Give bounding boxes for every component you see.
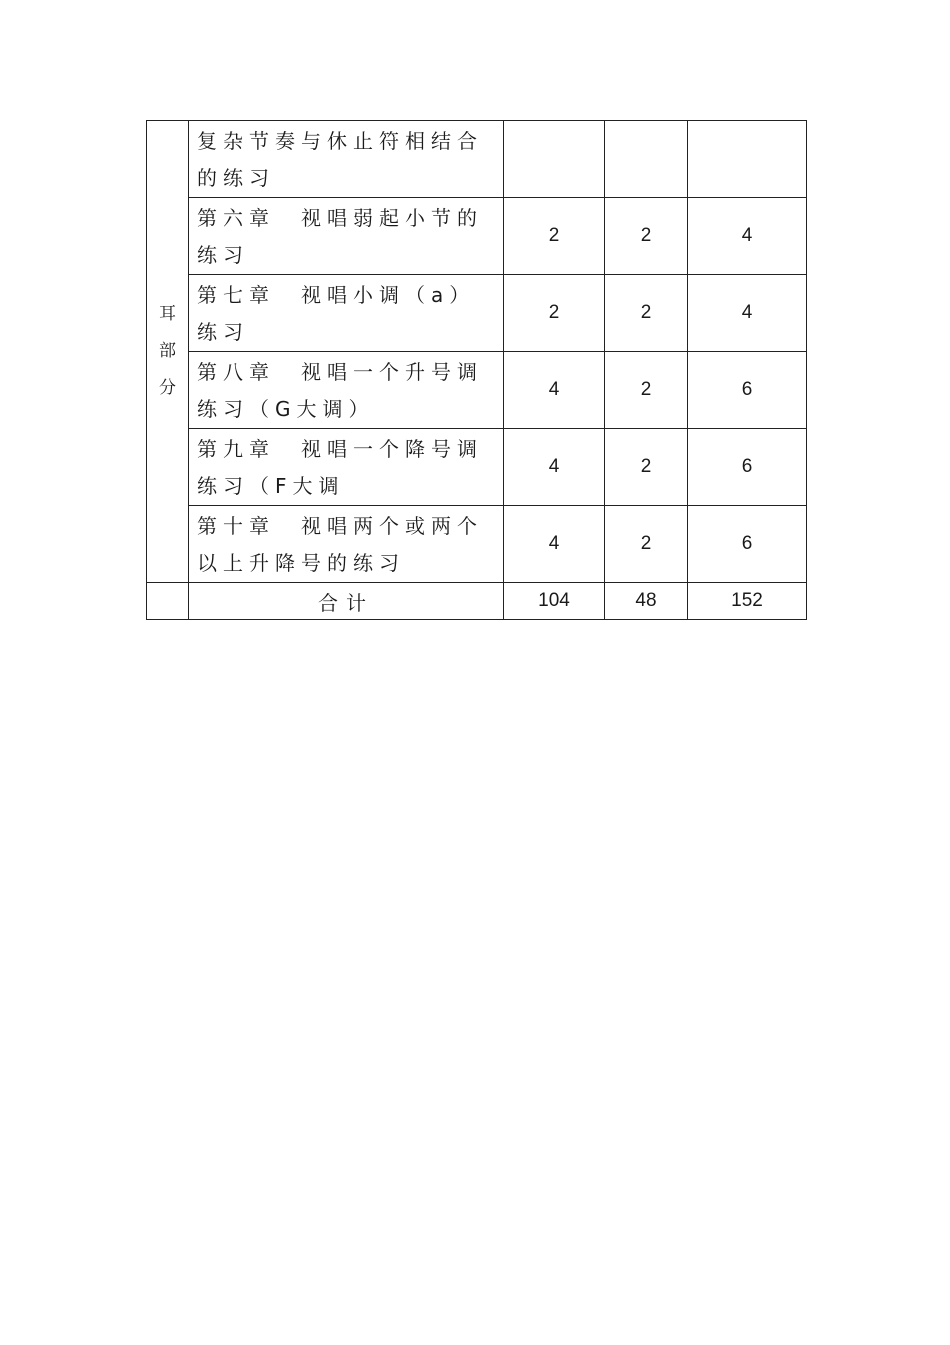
total-hours: 4: [688, 275, 807, 352]
table-row: [147, 506, 807, 583]
total-hours: 6: [688, 352, 807, 429]
table-row: [147, 429, 807, 506]
totals-practice-hours: 48: [605, 583, 688, 620]
total-hours: [688, 121, 807, 198]
practice-hours: [605, 121, 688, 198]
lecture-hours: [504, 121, 605, 198]
section-label-char: 耳: [159, 304, 176, 324]
practice-hours: 2: [605, 275, 688, 352]
chapter-title: 第九章 视唱一个降号调练习（F大调: [189, 429, 504, 506]
practice-hours: 2: [605, 198, 688, 275]
table-row: [147, 121, 807, 198]
chapter-title: 第七章 视唱小调（a）练习: [189, 275, 504, 352]
lecture-hours: 2: [504, 275, 605, 352]
chapter-title: 第十章 视唱两个或两个以上升降号的练习: [189, 506, 504, 583]
practice-hours: 2: [605, 506, 688, 583]
lecture-hours: 4: [504, 352, 605, 429]
course-hours-table: [146, 120, 807, 620]
totals-total-hours: 152: [688, 583, 807, 620]
totals-row: [147, 583, 807, 620]
section-label-char: 部: [159, 341, 176, 361]
chapter-title: 复杂节奏与休止符相结合的练习: [189, 121, 504, 198]
total-hours: 4: [688, 198, 807, 275]
section-label-cell: [147, 121, 189, 583]
chapter-title: 第八章 视唱一个升号调练习（G大调）: [189, 352, 504, 429]
total-hours: 6: [688, 429, 807, 506]
table-row: [147, 352, 807, 429]
table-row: [147, 198, 807, 275]
lecture-hours: 4: [504, 506, 605, 583]
practice-hours: 2: [605, 429, 688, 506]
practice-hours: 2: [605, 352, 688, 429]
lecture-hours: 2: [504, 198, 605, 275]
chapter-title: 第六章 视唱弱起小节的练习: [189, 198, 504, 275]
totals-label: 合计: [189, 583, 504, 620]
table-row: [147, 275, 807, 352]
total-hours: 6: [688, 506, 807, 583]
section-label-char: 分: [159, 378, 176, 398]
totals-empty-cell: [147, 583, 189, 620]
lecture-hours: 4: [504, 429, 605, 506]
totals-lecture-hours: 104: [504, 583, 605, 620]
